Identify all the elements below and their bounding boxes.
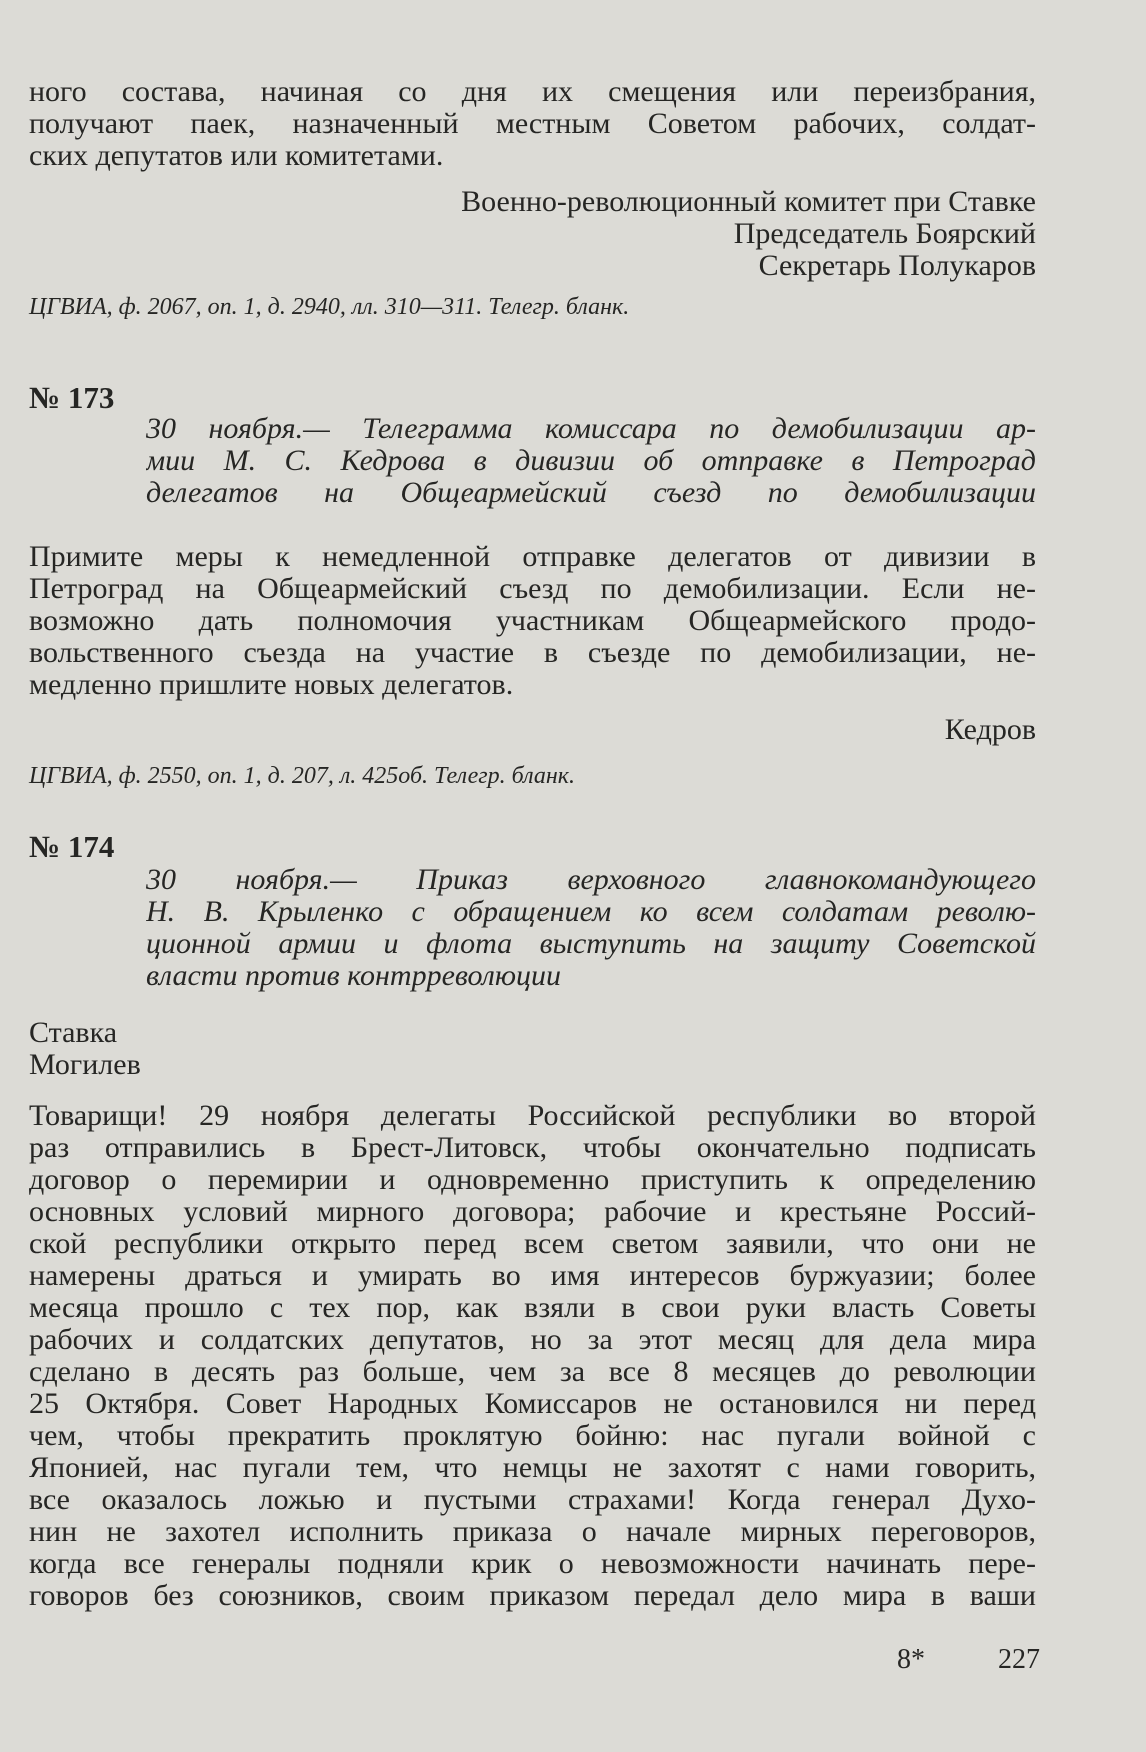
heading-line: 30 ноября.— Телеграмма комиссара по демобилизации ар- [146,413,1036,445]
text-line: получают паек, назначенный местным Советом рабочих, солдат- [29,108,1036,140]
heading-line: делегатов на Общеармейский съезд по демобилизации [146,477,1036,509]
text-line: нин не захотел исполнить приказа о начале мирных переговоров, [29,1516,1036,1548]
text-line: ских депутатов или комитетами. [29,140,444,172]
signature-line: Военно-революционный комитет при Ставке [461,186,1036,218]
document-body-173 [29,541,1036,701]
place-line: Могилев [29,1049,141,1081]
text-line: Петроград на Общеармейский съезд по демобилизации. Если не- [29,573,1036,605]
document-body-174 [29,1100,1036,1612]
text-line: все оказалось ложью и пустыми страхами! Когда генерал Духо- [29,1484,1036,1516]
text-line: намерены драться и умирать во имя интересов буржуазии; более [29,1260,1036,1292]
place-of-issue [29,1017,1036,1081]
text-line: чем, чтобы прекратить проклятую бойню: нас пугали войной с [29,1420,1036,1452]
signature-mark: 8* [897,1644,925,1675]
text-line: говоров без союзников, своим приказом передал дело мира в ваши [29,1580,1036,1612]
signature-line: Председатель Боярский [733,218,1036,250]
heading-line: 30 ноября.— Приказ верховного главнокомандующего [146,864,1036,896]
text-line: ской республики открыто перед всем светом заявили, что они не [29,1228,1036,1260]
signature-line: Секретарь Полукаров [758,250,1036,282]
text-line: сделано в десять раз больше, чем за все 8 месяцев до революции [29,1356,1036,1388]
heading-line: мии М. С. Кедрова в дивизии об отправке в Петроград [146,445,1036,477]
signature-line: Кедров [944,714,1036,746]
continuation-paragraph [29,76,1036,172]
signature-kedrov [29,714,1036,746]
text-line: месяца прошло с тех пор, как взяли в свои руки власть Советы [29,1292,1036,1324]
archive-source-2: ЦГВИА, ф. 2550, оп. 1, д. 207, л. 425об. Телегр. бланк. [29,763,576,789]
text-line: вольственного съезда на участие в съезде по демобилизации, не- [29,637,1036,669]
text-line: договор о перемирии и одновременно приступить к определению [29,1164,1036,1196]
text-line: Примите меры к немедленной отправке делегатов от дивизии в [29,541,1036,573]
heading-line: ционной армии и флота выступить на защиту Советской [146,928,1036,960]
heading-line: Н. В. Крыленко с обращением ко всем солдатам револю- [146,896,1036,928]
text-line: возможно дать полномочия участникам Общеармейского продо- [29,605,1036,637]
text-line: Японией, нас пугали тем, что немцы не захотят с нами говорить, [29,1452,1036,1484]
page-number: 227 [998,1644,1040,1675]
document-number-173: № 173 [29,380,115,415]
archive-source-1: ЦГВИА, ф. 2067, оп. 1, д. 2940, лл. 310—311. Телегр. бланк. [29,294,630,320]
text-line: раз отправились в Брест-Литовск, чтобы окончательно подписать [29,1132,1036,1164]
text-line: основных условий мирного договора; рабочие и крестьяне Россий- [29,1196,1036,1228]
page-footer [0,1640,1146,1680]
document-heading-173 [146,413,1036,509]
text-line: ного состава, начиная со дня их смещения или переизбрания, [29,76,1036,108]
heading-line: власти против контрреволюции [146,960,562,992]
text-line: когда все генералы подняли крик о невозможности начинать пере- [29,1548,1036,1580]
document-number-174: № 174 [29,829,115,864]
text-line: рабочих и солдатских депутатов, но за этот месяц для дела мира [29,1324,1036,1356]
place-line: Ставка [29,1017,118,1049]
text-line: 25 Октября. Совет Народных Комиссаров не остановился ни перед [29,1388,1036,1420]
committee-signature [29,186,1036,282]
document-heading-174 [146,864,1036,992]
text-line: Товарищи! 29 ноября делегаты Российской республики во второй [29,1100,1036,1132]
text-line: медленно пришлите новых делегатов. [29,669,514,701]
